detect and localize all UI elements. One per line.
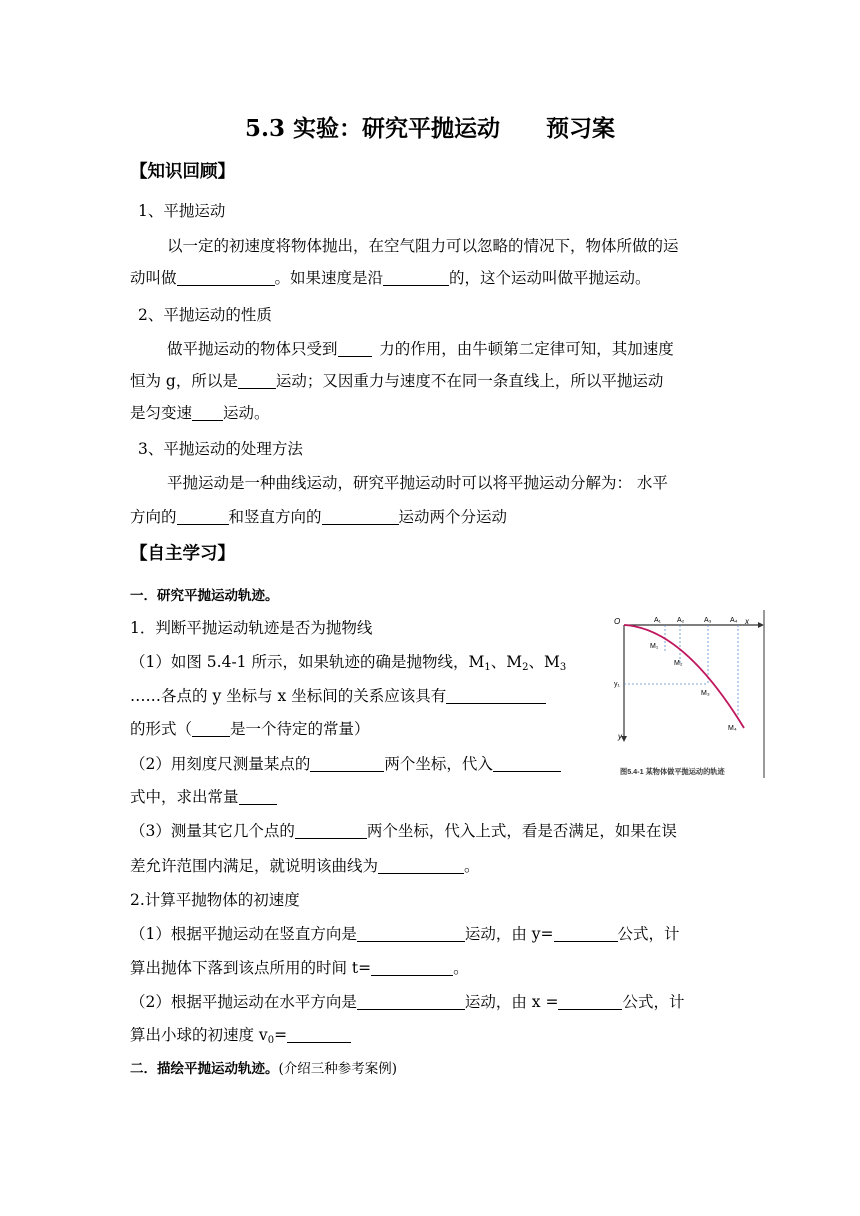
study-q1-line-3: 的形式（ 是一个待定的常量） <box>130 720 370 738</box>
m1-label: M₁ <box>650 643 659 650</box>
fill-blank[interactable] <box>357 925 465 942</box>
study-q1-title: 1．判断平抛运动轨迹是否为抛物线 <box>130 619 373 637</box>
fill-blank[interactable] <box>295 822 367 839</box>
study-q2-line-1: （1）根据平抛运动在竖直方向是 运动，由 y= 公式，计 <box>130 925 680 943</box>
review-item-2-line-1: 做平抛运动的物体只受到 力的作用，由牛顿第二定律可知，其加速度 <box>167 340 674 358</box>
review-item-2-title: 2、平抛运动的性质 <box>138 306 272 324</box>
fill-blank[interactable] <box>239 788 277 805</box>
origin-label: O <box>614 617 621 626</box>
study-q1-line-1: （1）如图 5.4-1 所示，如果轨迹的确是抛物线，$M_1$、$M_2$、$M_3$ <box>130 653 567 673</box>
study-q1-line-2: ‥‥‥各点的 y 坐标与 x 坐标间的关系应该具有 <box>130 684 546 708</box>
m3-label: M₃ <box>701 690 710 697</box>
fill-blank[interactable] <box>192 404 223 421</box>
study-q2-line-2: 算出抛体下落到该点所用的时间 t= 。 <box>130 959 469 977</box>
trajectory-figure <box>608 608 766 780</box>
y1-label: y₁ <box>614 681 620 688</box>
study-q2-line-4: 算出小球的初速度 $v_0=$ <box>130 1023 351 1047</box>
m2-label: M₂ <box>674 660 683 667</box>
review-item-1-line-2: 动叫做 。如果速度是沿 的，这个运动叫做平抛运动。 <box>130 269 651 287</box>
a1-label: A₁ <box>654 617 662 624</box>
study-q1-line-5: 式中，求出常量 <box>130 785 277 809</box>
review-item-3-line-2: 方向的 和竖直方向的 运动两个分运动 <box>130 508 508 526</box>
fill-blank[interactable] <box>378 857 464 874</box>
study-part-1-title: 一．研究平抛运动轨迹。 <box>130 588 279 604</box>
review-item-3-line-1: 平抛运动是一种曲线运动，研究平抛运动时可以将平抛运动分解为： 水平 <box>167 474 668 492</box>
section-heading-review: 【知识回顾】 <box>130 162 235 182</box>
section-heading-study: 【自主学习】 <box>130 544 235 564</box>
fill-blank[interactable] <box>558 993 622 1010</box>
figure-caption: 图5.4-1 某物体做平抛运动的轨迹 <box>620 767 725 776</box>
a2-label: A₂ <box>677 617 685 624</box>
m4-label: M₄ <box>728 725 737 732</box>
fill-blank[interactable] <box>446 687 546 704</box>
review-item-1-title: 1、平抛运动 <box>138 202 226 220</box>
study-q1-line-7: 差允许范围内满足，就说明该曲线为 。 <box>130 857 480 875</box>
fill-blank[interactable] <box>177 508 229 525</box>
review-item-1-line-1: 以一定的初速度将物体抛出，在空气阻力可以忽略的情况下，物体所做的运 <box>167 237 679 255</box>
review-item-3-title: 3、平抛运动的处理方法 <box>138 440 303 458</box>
figure-background <box>608 608 766 780</box>
review-item-2-line-2: 恒为 g，所以是 运动；又因重力与速度不在同一条直线上，所以平抛运动 <box>130 372 664 390</box>
fill-blank[interactable] <box>192 720 230 737</box>
a3-label: A₃ <box>704 617 712 624</box>
fill-blank[interactable] <box>383 269 449 286</box>
y-axis-label: y <box>618 732 622 741</box>
review-item-2-line-3: 是匀变速 运动。 <box>130 404 270 422</box>
page-title: 5.3 实验：研究平抛运动 预习案 <box>244 115 616 142</box>
fill-blank[interactable] <box>177 269 275 286</box>
study-q2-line-3: （2）根据平抛运动在水平方向是 运动，由 x = 公式，计 <box>130 993 685 1011</box>
a4-label: A₄ <box>730 617 738 624</box>
study-q1-line-6: （3）测量其它几个点的 两个坐标，代入上式，看是否满足，如果在误 <box>130 822 677 840</box>
fill-blank[interactable] <box>238 372 276 389</box>
fill-blank[interactable] <box>357 993 465 1010</box>
fill-blank[interactable] <box>493 755 561 772</box>
fill-blank[interactable] <box>322 508 399 525</box>
fill-blank[interactable] <box>287 1026 351 1043</box>
study-part-2-title: 二．描绘平抛运动轨迹。(介绍三种参考案例) <box>130 1061 398 1077</box>
fill-blank[interactable] <box>310 755 384 772</box>
study-q1-line-4: （2）用刻度尺测量某点的 两个坐标，代入 <box>130 752 561 776</box>
x-axis-label: x <box>745 617 749 626</box>
fill-blank[interactable] <box>554 925 618 942</box>
fill-blank[interactable] <box>338 340 372 357</box>
study-q2-title: 2.计算平抛物体的初速度 <box>130 891 300 909</box>
fill-blank[interactable] <box>371 959 453 976</box>
